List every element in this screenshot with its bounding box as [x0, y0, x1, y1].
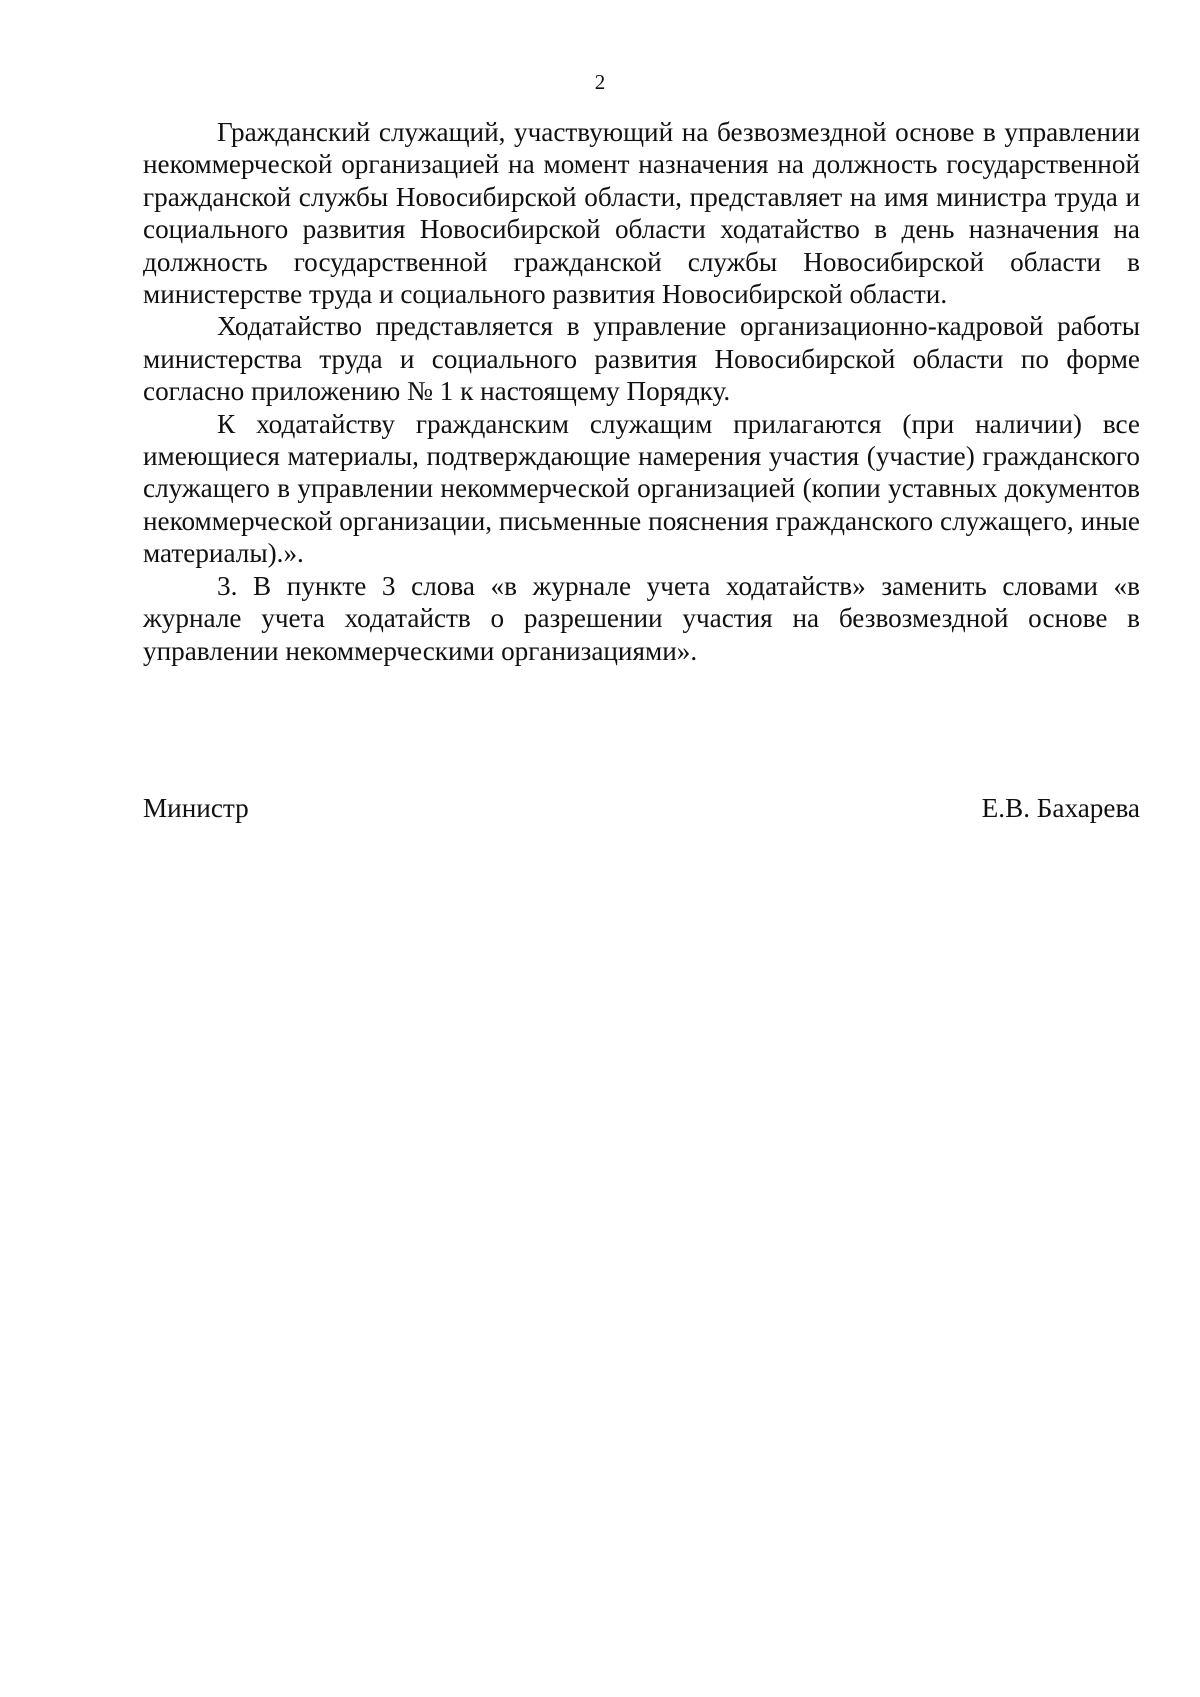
- paragraph-petition-submission: Ходатайство представляется в управление организационно-кадровой работы министерства труда и социального развития Новосибирской области по форме согласно приложению № 1 к настоящему Порядку.: [143, 311, 1140, 407]
- signatory-name: Е.В. Бахарева: [981, 793, 1140, 823]
- page-number: 2: [594, 70, 606, 94]
- document-body: [143, 116, 1140, 667]
- paragraph-attached-materials: К ходатайству гражданским служащим прилагаются (при наличии) все имеющиеся материалы, подтверждающие намерения участия (участие) гражданского служащего в управлении некоммерческой организацией (копии уставных документов некоммерческой организации, письменные пояснения гражданского служащего, иные материалы).».: [143, 408, 1140, 569]
- signatory-position: Министр: [143, 793, 249, 823]
- paragraph-civil-servant-petition: Гражданский служащий, участвующий на безвозмездной основе в управлении некоммерческой организацией на момент назначения на должность государственной гражданской службы Новосибирской области, представляет на имя министра труда и социального развития Новосибирской области ходатайство в день назначения на должность государственной гражданской службы Новосибирской области в министерстве труда и социального развития Новосибирской области.: [143, 117, 1140, 310]
- signature-block: [143, 792, 1140, 828]
- paragraph-amendment-item-3: 3. В пункте 3 слова «в журнале учета ходатайств» заменить словами «в журнале учета ходатайств о разрешении участия на безвозмездной основе в управлении некоммерческими организациями».: [143, 570, 1140, 666]
